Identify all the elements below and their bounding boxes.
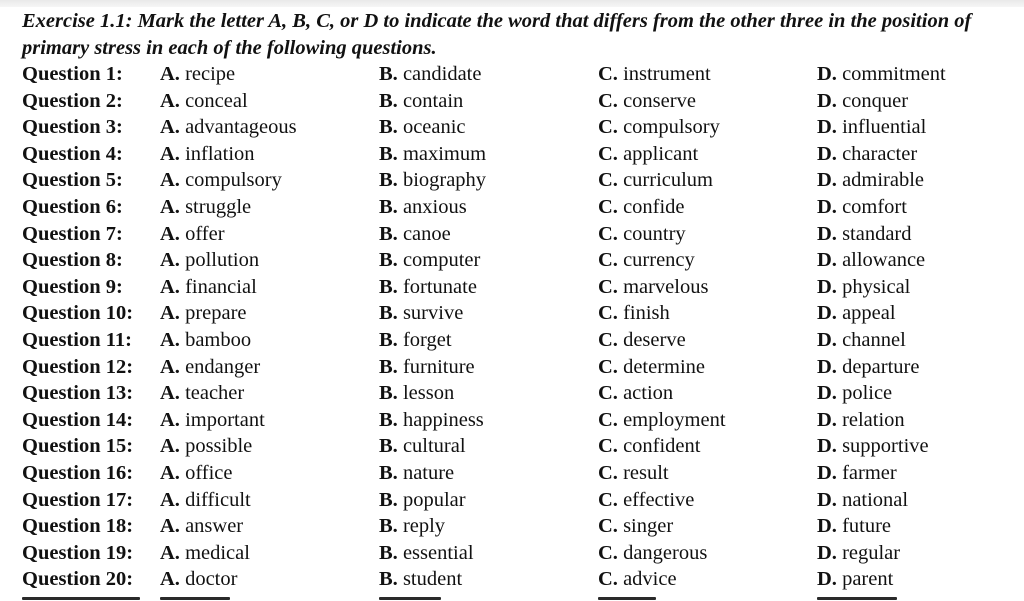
option-b [379,274,477,301]
cut-off-option-fragment [817,597,897,600]
option-letter: B. [379,541,398,564]
option-word: standard [842,222,912,245]
option-letter: A. [160,116,180,139]
option-letter: B. [379,408,398,431]
option-word: advantageous [185,116,297,139]
option-letter: D. [817,461,837,484]
option-word: parent [842,568,894,591]
option-word: applicant [623,142,699,165]
option-word: farmer [842,461,897,484]
option-word: action [623,382,674,405]
question-label: Question 3: [22,116,123,139]
option-word: financial [185,275,257,298]
option-c [598,61,711,88]
option-letter: A. [160,195,180,218]
question-row [22,354,1024,381]
option-word: comfort [842,195,907,218]
option-letter: B. [379,116,398,139]
option-word: possible [185,435,253,458]
option-letter: B. [379,195,398,218]
option-c [598,433,700,460]
question-row [22,300,1024,327]
option-letter: A. [160,515,180,538]
option-letter: C. [598,63,618,85]
option-word: nature [402,461,455,484]
question-row [22,274,1024,301]
option-b [379,114,466,141]
option-d [817,114,926,141]
option-letter: A. [160,355,180,378]
option-d [817,141,917,168]
option-letter: B. [379,328,398,351]
option-word: doctor [185,568,238,591]
option-word: compulsory [185,169,282,192]
option-word: survive [402,302,464,325]
option-letter: B. [379,275,398,298]
option-d [817,460,897,487]
option-letter: A. [160,249,180,272]
question-list [22,61,1024,593]
question-label: Question 7: [22,222,123,245]
option-letter: C. [598,222,618,245]
option-word: national [842,488,909,511]
option-b [379,513,445,540]
option-word: marvelous [623,275,709,298]
option-word: currency [623,249,695,272]
option-a [160,61,235,88]
question-label: Question 18: [22,515,134,538]
question-row [22,247,1024,274]
option-letter: C. [598,302,618,325]
option-letter: D. [817,541,837,564]
option-d [817,487,908,514]
option-word: commitment [842,63,946,85]
question-label: Question 12: [22,355,134,378]
option-d [817,380,892,407]
option-letter: D. [817,328,837,351]
option-letter: A. [160,435,180,458]
cut-off-row [22,592,1024,601]
option-letter: C. [598,355,618,378]
option-letter: B. [379,568,398,591]
question-row [22,460,1024,487]
option-letter: A. [160,89,180,112]
option-word: bamboo [185,328,252,351]
option-a [160,167,282,194]
option-b [379,540,474,567]
option-d [817,566,893,593]
question-row [22,327,1024,354]
question-label: Question 14: [22,408,134,431]
option-word: teacher [185,382,245,405]
option-letter: D. [817,116,837,139]
option-word: confident [623,435,701,458]
option-word: compulsory [623,116,720,139]
option-b [379,61,481,88]
question-row [22,221,1024,248]
option-letter: C. [598,408,618,431]
option-c [598,194,685,221]
option-letter: D. [817,169,837,192]
option-word: student [402,568,463,591]
option-word: maximum [402,142,487,165]
question-label: Question 16: [22,461,134,484]
option-word: computer [402,249,481,272]
option-word: anxious [402,195,467,218]
option-b [379,566,462,593]
option-word: determine [623,355,706,378]
option-c [598,114,720,141]
option-letter: C. [598,435,618,458]
option-c [598,540,707,567]
option-letter: A. [160,382,180,405]
option-letter: D. [817,63,837,85]
option-letter: D. [817,488,837,511]
option-word: reply [402,515,446,538]
question-label: Question 6: [22,195,123,218]
option-a [160,194,251,221]
question-row [22,540,1024,567]
option-word: physical [842,275,911,298]
option-word: cultural [402,435,466,458]
option-word: medical [185,541,250,564]
option-c [598,327,686,354]
option-word: character [842,142,918,165]
option-letter: D. [817,195,837,218]
option-letter: B. [379,302,398,325]
question-label: Question 9: [22,275,123,298]
question-label: Question 13: [22,382,134,405]
option-letter: C. [598,169,618,192]
option-letter: B. [379,63,398,85]
option-d [817,407,905,434]
option-d [817,274,910,301]
option-word: answer [185,515,244,538]
cut-off-option-fragment [598,597,656,600]
option-a [160,141,255,168]
option-word: admirable [842,169,925,192]
question-row [22,167,1024,194]
option-c [598,380,673,407]
option-word: offer [185,222,225,245]
option-word: supportive [842,435,929,458]
option-a [160,460,233,487]
option-d [817,354,919,381]
option-word: relation [842,408,905,431]
option-c [598,141,698,168]
option-letter: A. [160,408,180,431]
question-row [22,380,1024,407]
option-d [817,300,896,327]
option-letter: D. [817,222,837,245]
option-letter: B. [379,169,398,192]
option-word: pollution [185,249,260,272]
option-a [160,327,251,354]
option-word: conquer [842,89,909,112]
option-d [817,88,908,115]
option-letter: D. [817,568,837,591]
option-letter: C. [598,89,618,112]
option-b [379,300,463,327]
option-letter: C. [598,249,618,272]
option-letter: A. [160,63,180,85]
question-label: Question 5: [22,169,123,192]
option-b [379,88,463,115]
option-c [598,407,726,434]
option-a [160,380,244,407]
option-a [160,540,250,567]
option-word: forget [402,328,452,351]
option-word: future [842,515,892,538]
option-c [598,167,713,194]
option-word: dangerous [623,541,708,564]
option-c [598,88,696,115]
option-letter: B. [379,515,398,538]
option-word: oceanic [402,116,466,139]
option-letter: B. [379,89,398,112]
option-a [160,247,259,274]
option-b [379,194,467,221]
option-letter: C. [598,328,618,351]
option-word: confide [623,195,685,218]
option-letter: D. [817,515,837,538]
option-letter: C. [598,116,618,139]
option-word: employment [623,408,726,431]
option-letter: C. [598,382,618,405]
option-word: furniture [402,355,475,378]
option-word: inflation [185,142,255,165]
option-d [817,433,929,460]
option-word: channel [842,328,906,351]
question-label: Question 2: [22,89,123,112]
option-word: popular [402,488,466,511]
option-letter: D. [817,275,837,298]
option-d [817,167,924,194]
option-word: conserve [623,89,696,112]
option-word: prepare [185,302,247,325]
option-letter: C. [598,541,618,564]
option-c [598,566,677,593]
option-letter: A. [160,275,180,298]
option-letter: A. [160,488,180,511]
option-word: deserve [623,328,686,351]
option-word: regular [842,541,901,564]
cut-off-label-fragment [22,597,140,600]
option-letter: D. [817,355,837,378]
option-d [817,61,946,88]
option-c [598,513,673,540]
option-b [379,380,454,407]
option-word: country [623,222,686,245]
question-label: Question 1: [22,63,123,85]
option-letter: C. [598,195,618,218]
option-word: contain [402,89,464,112]
option-word: instrument [623,63,711,85]
option-word: essential [402,541,474,564]
option-d [817,540,900,567]
option-letter: A. [160,169,180,192]
option-a [160,433,252,460]
question-row [22,61,1024,88]
option-letter: C. [598,461,618,484]
option-letter: B. [379,461,398,484]
option-c [598,300,670,327]
option-b [379,407,484,434]
option-word: difficult [185,488,251,511]
option-c [598,221,686,248]
option-word: canoe [402,222,451,245]
question-label: Question 11: [22,328,132,351]
option-word: conceal [185,89,248,112]
question-label: Question 15: [22,435,134,458]
option-word: departure [842,355,920,378]
option-c [598,274,708,301]
option-a [160,513,243,540]
top-shadow-band [0,0,1024,7]
option-word: recipe [185,63,236,85]
cut-off-option-fragment [160,597,230,600]
question-row [22,407,1024,434]
option-word: advice [623,568,677,591]
option-letter: B. [379,488,398,511]
option-letter: D. [817,435,837,458]
option-word: struggle [185,195,252,218]
option-letter: D. [817,302,837,325]
option-a [160,274,257,301]
option-letter: A. [160,461,180,484]
question-row [22,513,1024,540]
option-c [598,354,705,381]
question-row [22,566,1024,593]
option-letter: D. [817,249,837,272]
option-letter: C. [598,142,618,165]
option-word: influential [842,116,927,139]
question-label: Question 20: [22,568,134,591]
option-word: effective [623,488,695,511]
option-d [817,247,925,274]
option-letter: C. [598,488,618,511]
option-word: curriculum [623,169,714,192]
option-letter: A. [160,222,180,245]
cut-off-option-fragment [379,597,441,600]
option-word: fortunate [402,275,477,298]
option-letter: B. [379,142,398,165]
option-d [817,327,906,354]
option-b [379,433,466,460]
option-word: result [623,461,669,484]
option-a [160,300,247,327]
option-b [379,460,454,487]
question-label: Question 8: [22,249,123,272]
option-word: lesson [402,382,455,405]
question-row [22,487,1024,514]
option-letter: B. [379,222,398,245]
option-letter: B. [379,382,398,405]
option-word: allowance [842,249,926,272]
option-a [160,487,251,514]
option-a [160,221,225,248]
option-c [598,487,694,514]
option-a [160,114,297,141]
question-row [22,194,1024,221]
option-letter: D. [817,142,837,165]
option-letter: C. [598,275,618,298]
option-word: important [185,408,265,431]
option-word: singer [623,515,674,538]
option-letter: A. [160,328,180,351]
question-label: Question 17: [22,488,134,511]
option-b [379,221,451,248]
option-letter: A. [160,142,180,165]
option-word: police [842,382,893,405]
option-letter: D. [817,89,837,112]
question-label: Question 4: [22,142,123,165]
option-d [817,513,891,540]
option-word: appeal [842,302,896,325]
option-b [379,247,480,274]
option-b [379,487,466,514]
option-word: office [185,461,233,484]
question-label: Question 10: [22,302,134,325]
option-b [379,141,486,168]
question-row [22,114,1024,141]
option-b [379,327,452,354]
option-letter: A. [160,302,180,325]
exercise-instructions: Exercise 1.1: Mark the letter A, B, C, or D to indicate the word that differs from the other three in the position of primary stress in each of the following questions. [22,10,972,59]
option-letter: A. [160,568,180,591]
option-word: candidate [402,63,482,85]
option-letter: C. [598,515,618,538]
option-word: finish [623,302,670,325]
question-row [22,88,1024,115]
option-a [160,566,237,593]
option-a [160,88,248,115]
question-label: Question 19: [22,541,134,564]
option-letter: B. [379,435,398,458]
option-letter: D. [817,408,837,431]
option-d [817,194,907,221]
option-word: biography [402,169,487,192]
option-b [379,354,475,381]
option-c [598,247,695,274]
option-letter: B. [379,355,398,378]
option-a [160,354,260,381]
option-c [598,460,669,487]
option-b [379,167,486,194]
option-a [160,407,265,434]
option-word: happiness [402,408,484,431]
question-row [22,433,1024,460]
question-row [22,141,1024,168]
option-letter: C. [598,568,618,591]
option-d [817,221,912,248]
option-letter: A. [160,541,180,564]
option-letter: B. [379,249,398,272]
option-word: endanger [185,355,261,378]
option-letter: D. [817,382,837,405]
